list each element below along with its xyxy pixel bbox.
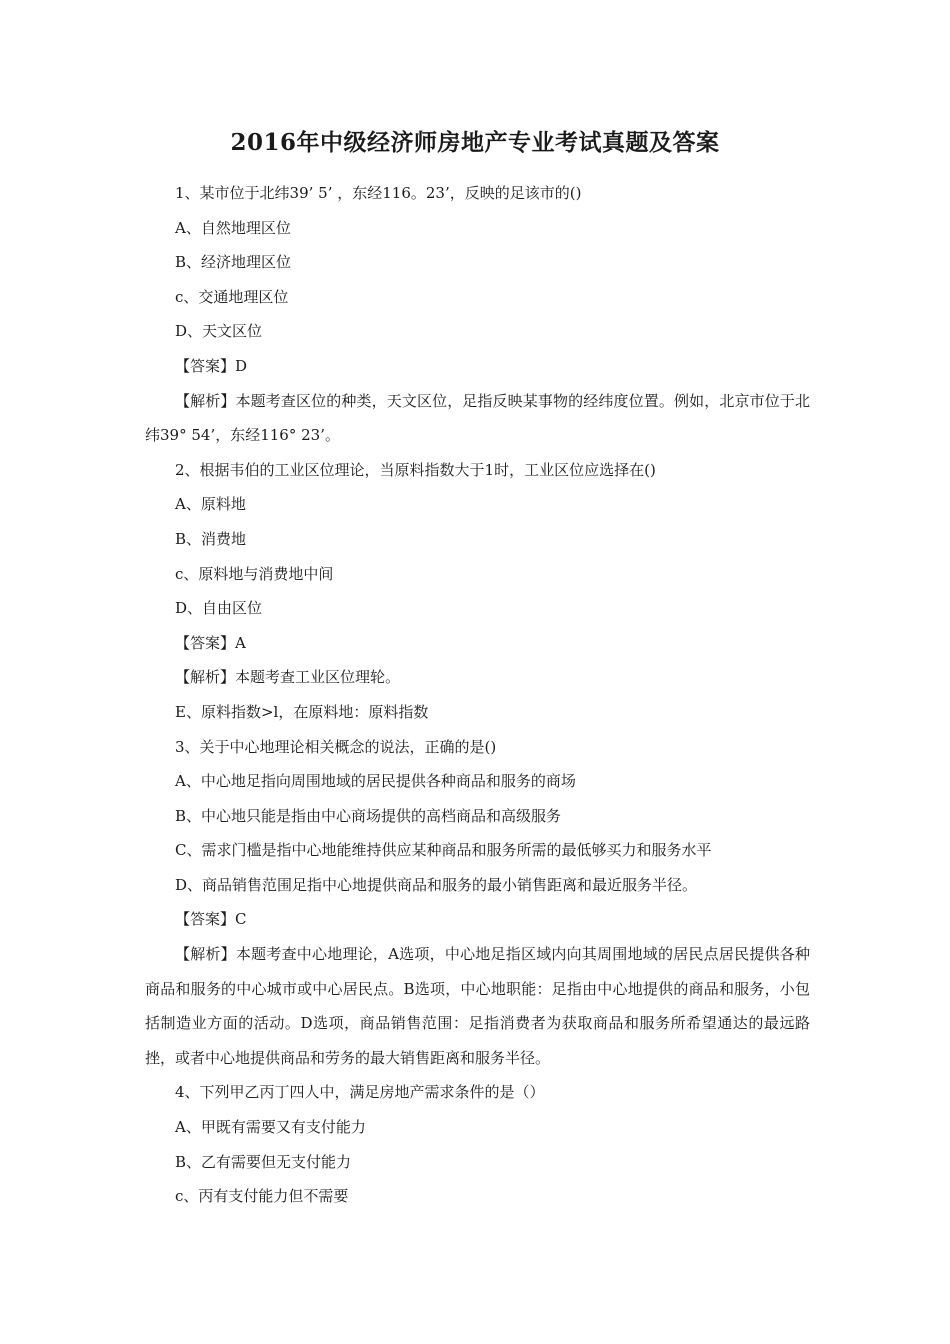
question-3-option-b: B、中心地只能是指由中心商场提供的高档商品和高级服务: [175, 806, 562, 825]
document-body: [145, 176, 810, 1214]
question-2-option-a: A、原料地: [175, 495, 246, 514]
question-4-option-c: c、丙有支付能力但不需要: [175, 1187, 349, 1206]
question-4-stem: 4、下列甲乙丙丁四人中，满足房地产需求条件的是（）: [175, 1083, 545, 1102]
question-2-note: E、原料指数>l，在原料地：原料指数: [175, 702, 429, 721]
question-3-answer: 【答案】C: [175, 910, 247, 929]
question-2-option-c: c、原料地与消费地中间: [175, 564, 334, 583]
question-3-explanation: 【解析】本题考查中心地理论，A选项，中心地足指区域内向其周围地域的居民点居民提供各种商品和服务的中心城市或中心居民点。B选项，中心地职能：足指由中心地提供的商品和服务，小包括制造业方面的活动。D选项，商品销售范围：足指消费者为获取商品和服务所希望通达的最远路挫，或者中心地提供商品和劳务的最大销售距离和服务半径。: [145, 945, 810, 1067]
question-1-option-c: c、交通地理区位: [175, 287, 289, 306]
question-1-option-d: D、天文区位: [175, 322, 263, 341]
page-title: 2016年中级经济师房地产专业考试真题及答案: [230, 129, 720, 156]
question-1-answer: 【答案】D: [175, 356, 248, 375]
question-4-option-b: B、乙有需要但无支付能力: [175, 1152, 352, 1171]
question-2-option-b: B、消费地: [175, 529, 247, 548]
question-1-option-b: B、经济地理区位: [175, 253, 292, 272]
question-2-stem: 2、根据韦伯的工业区位理论，当原料指数大于1时，工业区位应选择在(): [175, 460, 656, 479]
question-2-answer: 【答案】A: [175, 633, 246, 652]
question-1-stem: 1、某市位于北纬39’ 5’ ，东经116。23’，反映的足该市的(): [175, 184, 582, 202]
question-4-option-a: A、甲既有需要又有支付能力: [175, 1118, 366, 1137]
question-3-option-a: A、中心地足指向周围地域的居民提供各种商品和服务的商场: [175, 772, 576, 791]
question-3-stem: 3、关于中心地理论相关概念的说法，正确的是(): [175, 737, 497, 756]
question-1-explanation: 【解析】本题考查区位的种类，天文区位，足指反映某事物的经纬度位置。例如，北京市位于北纬39° 54’，东经116° 23’。: [145, 391, 810, 445]
question-2-explanation: 【解析】本题考查工业区位理轮。: [175, 668, 401, 687]
question-1-option-a: A、自然地理区位: [175, 218, 291, 237]
question-3-option-c: C、需求门槛是指中心地能维持供应某种商品和服务所需的最低够买力和服务水平: [175, 841, 712, 860]
question-2-option-d: D、自由区位: [175, 599, 263, 618]
question-3-option-d: D、商品销售范围足指中心地提供商品和服务的最小销售距离和最近服务半径。: [175, 875, 698, 894]
